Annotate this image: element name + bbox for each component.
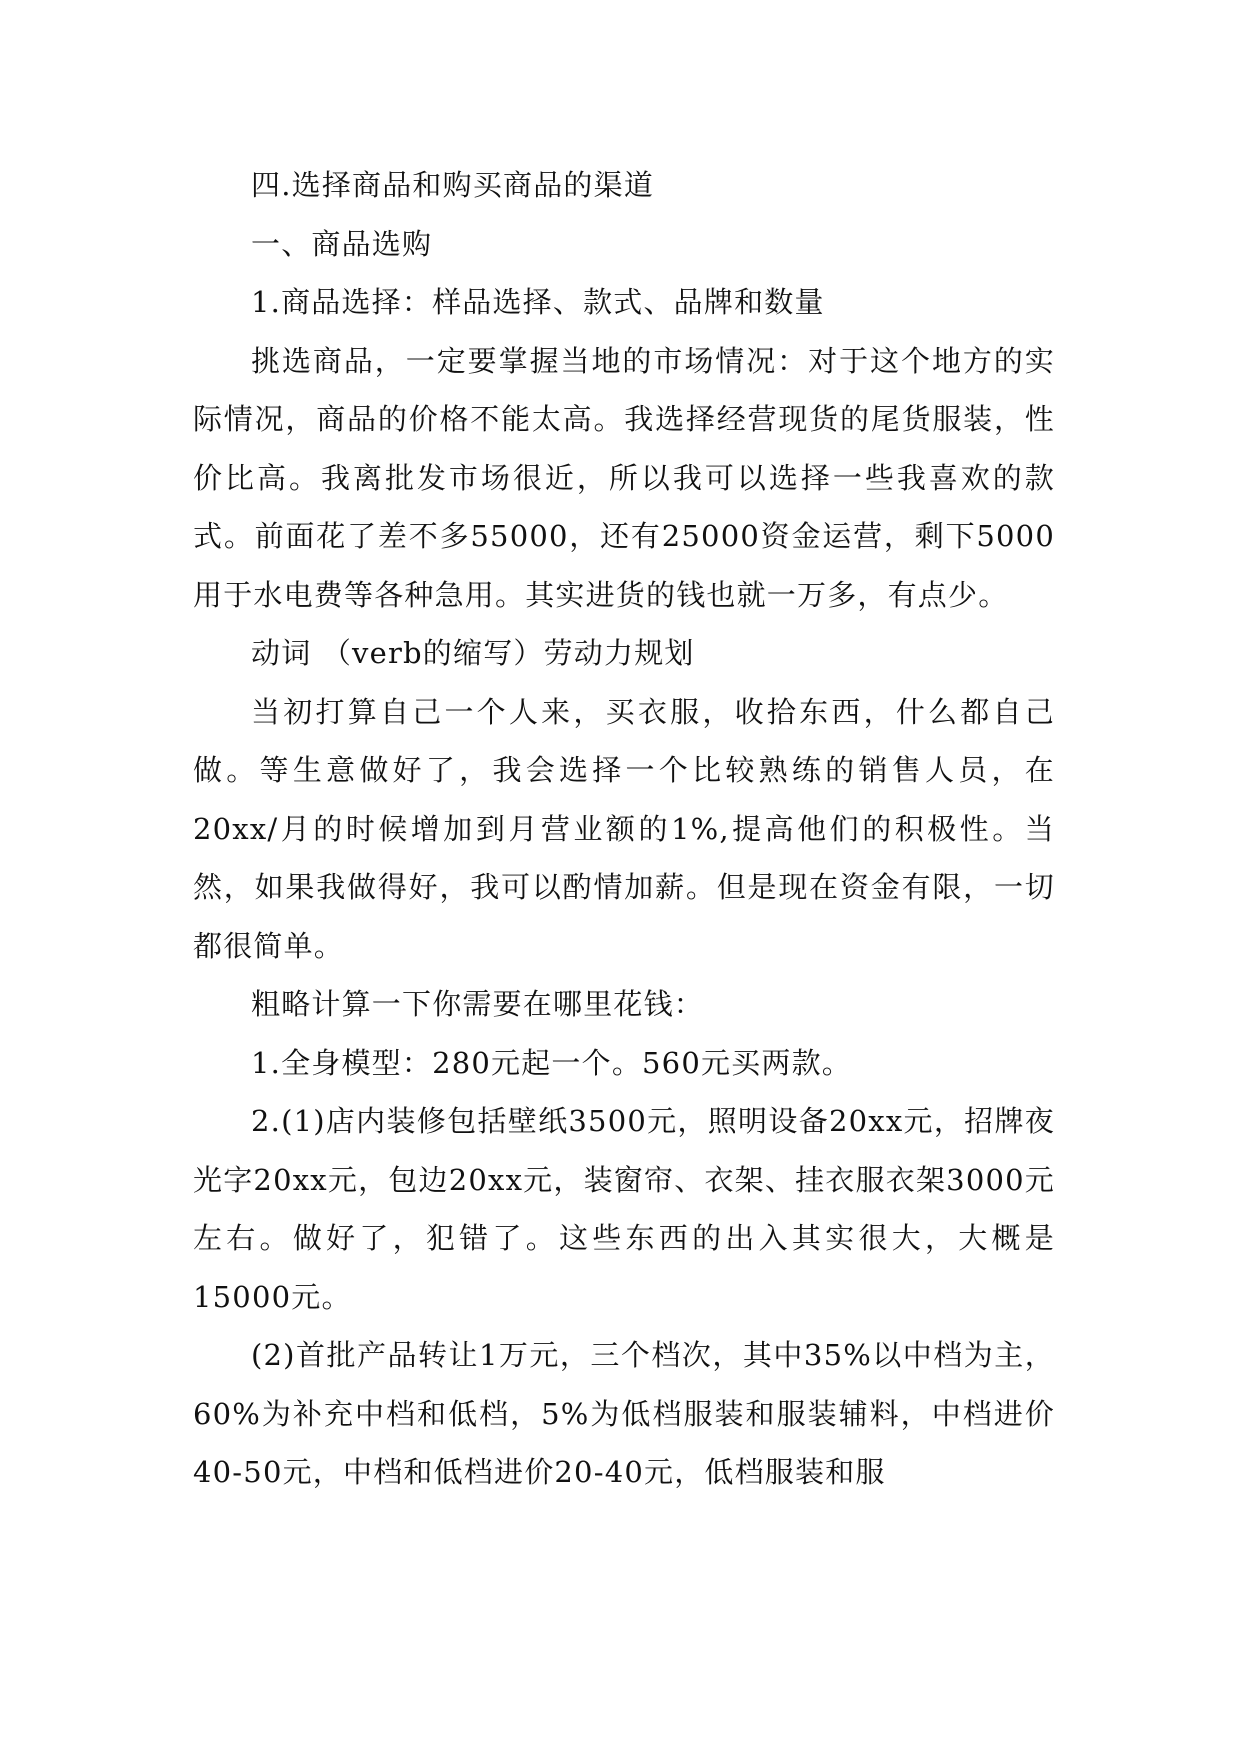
section-heading: 四.选择商品和购买商品的渠道 [251,168,655,202]
document-body [193,156,1055,1502]
subsection-heading: 动词 （verb的缩写）劳动力规划 [251,636,695,670]
list-item: (2)首批产品转让1万元，三个档次，其中35%以中档为主，60%为补充中档和低档，5%为低档服装和服装辅料，中档进价40-50元，中档和低档进价20-40元，低档服装和服 [193,1338,1055,1489]
list-item: 1.全身模型：280元起一个。560元买两款。 [251,1045,852,1080]
list-item: 2.(1)店内装修包括壁纸3500元，照明设备20xx元，招牌夜光字20xx元，包边20xx元，装窗帘、衣架、挂衣服衣架3000元左右。做好了，犯错了。这些东西的出入其实很大，大概是15000元。 [193,1104,1055,1314]
item-heading: 1.商品选择：样品选择、款式、品牌和数量 [251,285,825,319]
subsection-heading: 一、商品选购 [251,226,433,261]
body-paragraph: 粗略计算一下你需要在哪里花钱： [251,987,705,1021]
body-paragraph: 当初打算自己一个人来，买衣服，收拾东西，什么都自己做。等生意做好了，我会选择一个比较熟练的销售人员，在20xx/月的时候增加到月营业额的1%,提高他们的积极性。当然，如果我做得好，我可以酌情加薪。但是现在资金有限，一切都很简单。 [193,694,1055,963]
body-paragraph: 挑选商品，一定要掌握当地的市场情况：对于这个地方的实际情况，商品的价格不能太高。我选择经营现货的尾货服装，性价比高。我离批发市场很近，所以我可以选择一些我喜欢的款式。前面花了差不多55000，还有25000资金运营，剩下5000用于水电费等各种急用。其实进货的钱也就一万多，有点少。 [193,343,1055,612]
